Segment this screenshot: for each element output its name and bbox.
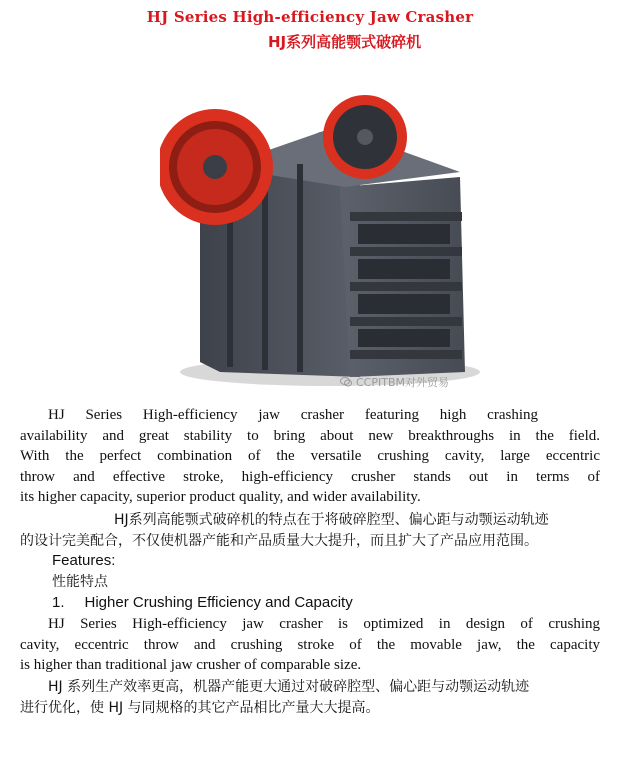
text-line: 进行优化，使 HJ 与同规格的其它产品相比产量大大提高。 bbox=[20, 699, 380, 716]
features-heading-chinese: 性能特点 bbox=[52, 574, 108, 590]
text-line: HJ 系列生产效率更高，机器产能更大通过对破碎腔型、偏心距与动颚运动轨迹 bbox=[48, 679, 530, 695]
text-line: With the perfect combination of the versatile crushing cavity, large eccentric bbox=[20, 448, 600, 465]
text-line: HJ Series High-efficiency jaw crasher featuring high crashing bbox=[48, 407, 538, 423]
feature-1-paragraph-english bbox=[20, 614, 600, 676]
jaw-crusher-image bbox=[160, 72, 500, 397]
text-line: throw and effective stroke, high-efficiency crusher stands out in terms of bbox=[20, 468, 600, 485]
text-line: its higher capacity, superior product quality, and wider availability. bbox=[20, 489, 421, 506]
text-line: 的设计完美配合，不仅使机器产能和产品质量大大提升，而且扩大了产品应用范围。 bbox=[20, 532, 538, 549]
watermark-text: CCPITBM对外贸易 bbox=[356, 376, 449, 389]
image-watermark bbox=[340, 374, 449, 390]
text-line: HJ系列高能颚式破碎机的特点在于将破碎腔型、偏心距与动颚运动轨迹 bbox=[114, 512, 549, 528]
document-title-chinese: HJ系列高能颚式破碎机 bbox=[268, 33, 422, 51]
feature-1-heading bbox=[52, 594, 353, 611]
features-heading-english: Features: bbox=[52, 552, 116, 569]
intro-paragraph-chinese bbox=[20, 510, 605, 551]
text-line: HJ Series High-efficiency jaw crasher is optimized in design of crushing bbox=[48, 616, 600, 632]
wechat-icon bbox=[340, 377, 352, 387]
text-line: availability and great stability to bring about new breakthroughs in the field. bbox=[20, 427, 600, 444]
feature-1-title: Higher Crushing Efficiency and Capacity bbox=[84, 594, 353, 611]
document-title-english: HJ Series High-efficiency Jaw Crasher bbox=[146, 8, 474, 26]
feature-1-number: 1. bbox=[52, 594, 65, 611]
feature-1-paragraph-chinese bbox=[20, 677, 605, 718]
text-line: cavity, eccentric throw and crushing stroke of the movable jaw, the capacity bbox=[20, 636, 600, 653]
intro-paragraph-english bbox=[20, 405, 600, 508]
text-line: is higher than traditional jaw crusher of comparable size. bbox=[20, 657, 362, 674]
